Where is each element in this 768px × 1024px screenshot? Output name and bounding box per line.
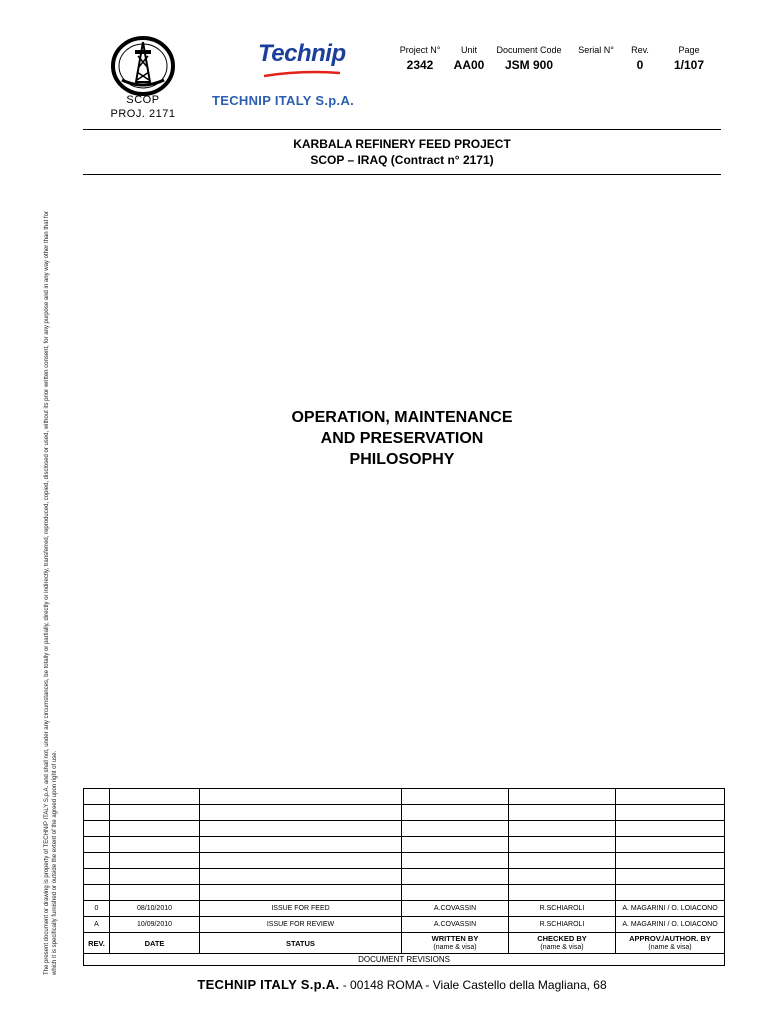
revision-rev: 0: [84, 901, 110, 917]
revision-table: [83, 788, 725, 966]
header-checked-by-sub: (name & visa): [540, 944, 584, 951]
page-label: Page: [678, 45, 700, 55]
revision-written-by: A.COVASSIN: [402, 901, 509, 917]
technip-swoosh-icon: [262, 70, 342, 78]
header-written-by: [402, 933, 509, 954]
confidentiality-note-line1: The present document or drawing is property of TECHNIP ITALY S.p.A. and shall not, under any circumstances, be totally or partially, directly or indirectly, transferred, reproduced, copied, disclosed or used, without its prior written consent, for any purpose and in any way other than that for: [44, 211, 50, 975]
revision-date: 08/10/2010: [110, 901, 200, 917]
document-title-line2: AND PRESERVATION: [320, 430, 484, 447]
document-title: [83, 407, 721, 470]
revision-date: 10/09/2010: [110, 917, 200, 933]
confidentiality-note-line2: which it is specifically furnished or outside the extent of the agreed upon right of use.: [52, 750, 58, 975]
revision-approved-by: A. MAGARINI / O. LOIACONO: [616, 917, 725, 933]
technip-logo: Technip: [258, 40, 346, 67]
company-name: TECHNIP ITALY S.p.A.: [212, 93, 355, 108]
revision-written-by: A.COVASSIN: [402, 917, 509, 933]
revision-row-empty: [84, 837, 725, 853]
revision-row-empty: [84, 869, 725, 885]
revision-approved-by: A. MAGARINI / O. LOIACONO: [616, 901, 725, 917]
revision-status: ISSUE FOR REVIEW: [200, 917, 402, 933]
project-title-line1: KARBALA REFINERY FEED PROJECT: [293, 137, 511, 151]
header-divider-top: [83, 129, 721, 130]
document-title-line1: OPERATION, MAINTENANCE: [291, 409, 513, 426]
header-checked-by-label: CHECKED BY: [537, 934, 587, 943]
revision-checked-by: R.SCHIAROLI: [509, 917, 616, 933]
scop-logo: [110, 36, 176, 96]
revision-row-empty: [84, 789, 725, 805]
revision-table-caption: DOCUMENT REVISIONS: [84, 954, 725, 966]
header-written-by-sub: (name & visa): [433, 944, 477, 951]
client-project-number: PROJ. 2171: [110, 108, 176, 120]
header-date: DATE: [110, 933, 200, 954]
revision-header-row: [84, 933, 725, 954]
header-approved-by: [616, 933, 725, 954]
revision-checked-by: R.SCHIAROLI: [509, 901, 616, 917]
page-value: 1/107: [673, 58, 705, 72]
project-title-line2: SCOP – IRAQ (Contract n° 2171): [310, 153, 494, 167]
revision-row-empty: [84, 805, 725, 821]
document-code-value: JSM 900: [504, 58, 554, 72]
rev-label: Rev.: [631, 45, 649, 55]
revision-status: ISSUE FOR FEED: [200, 901, 402, 917]
header-divider-bottom: [83, 174, 721, 175]
revision-rev: A: [84, 917, 110, 933]
footer-company: TECHNIP ITALY S.p.A.: [197, 977, 340, 992]
header-checked-by: [509, 933, 616, 954]
scop-logo-caption: SCOP: [126, 94, 160, 106]
rev-value: 0: [636, 58, 644, 72]
unit-label: Unit: [460, 45, 477, 55]
revision-row-empty: [84, 821, 725, 837]
header-approved-by-sub: (name & visa): [648, 944, 692, 951]
document-code-label: Document Code: [496, 45, 562, 55]
revision-caption-row: [84, 954, 725, 966]
project-number-label: Project N°: [399, 45, 441, 55]
unit-value: AA00: [453, 58, 485, 72]
revision-row: [84, 917, 725, 933]
footer-address: - 00148 ROMA - Viale Castello della Magliana, 68: [339, 978, 607, 992]
confidentiality-note: [43, 185, 59, 975]
serial-number-label: Serial N°: [578, 45, 614, 55]
revision-row-empty: [84, 853, 725, 869]
document-title-line3: PHILOSOPHY: [349, 451, 455, 468]
header-approved-by-label: APPROV./AUTHOR. BY: [629, 934, 711, 943]
footer: [83, 977, 721, 992]
revision-row: [84, 901, 725, 917]
header-status: STATUS: [200, 933, 402, 954]
header-written-by-label: WRITTEN BY: [431, 934, 479, 943]
project-number-value: 2342: [406, 58, 434, 72]
header-rev: REV.: [84, 933, 110, 954]
revision-row-empty: [84, 885, 725, 901]
